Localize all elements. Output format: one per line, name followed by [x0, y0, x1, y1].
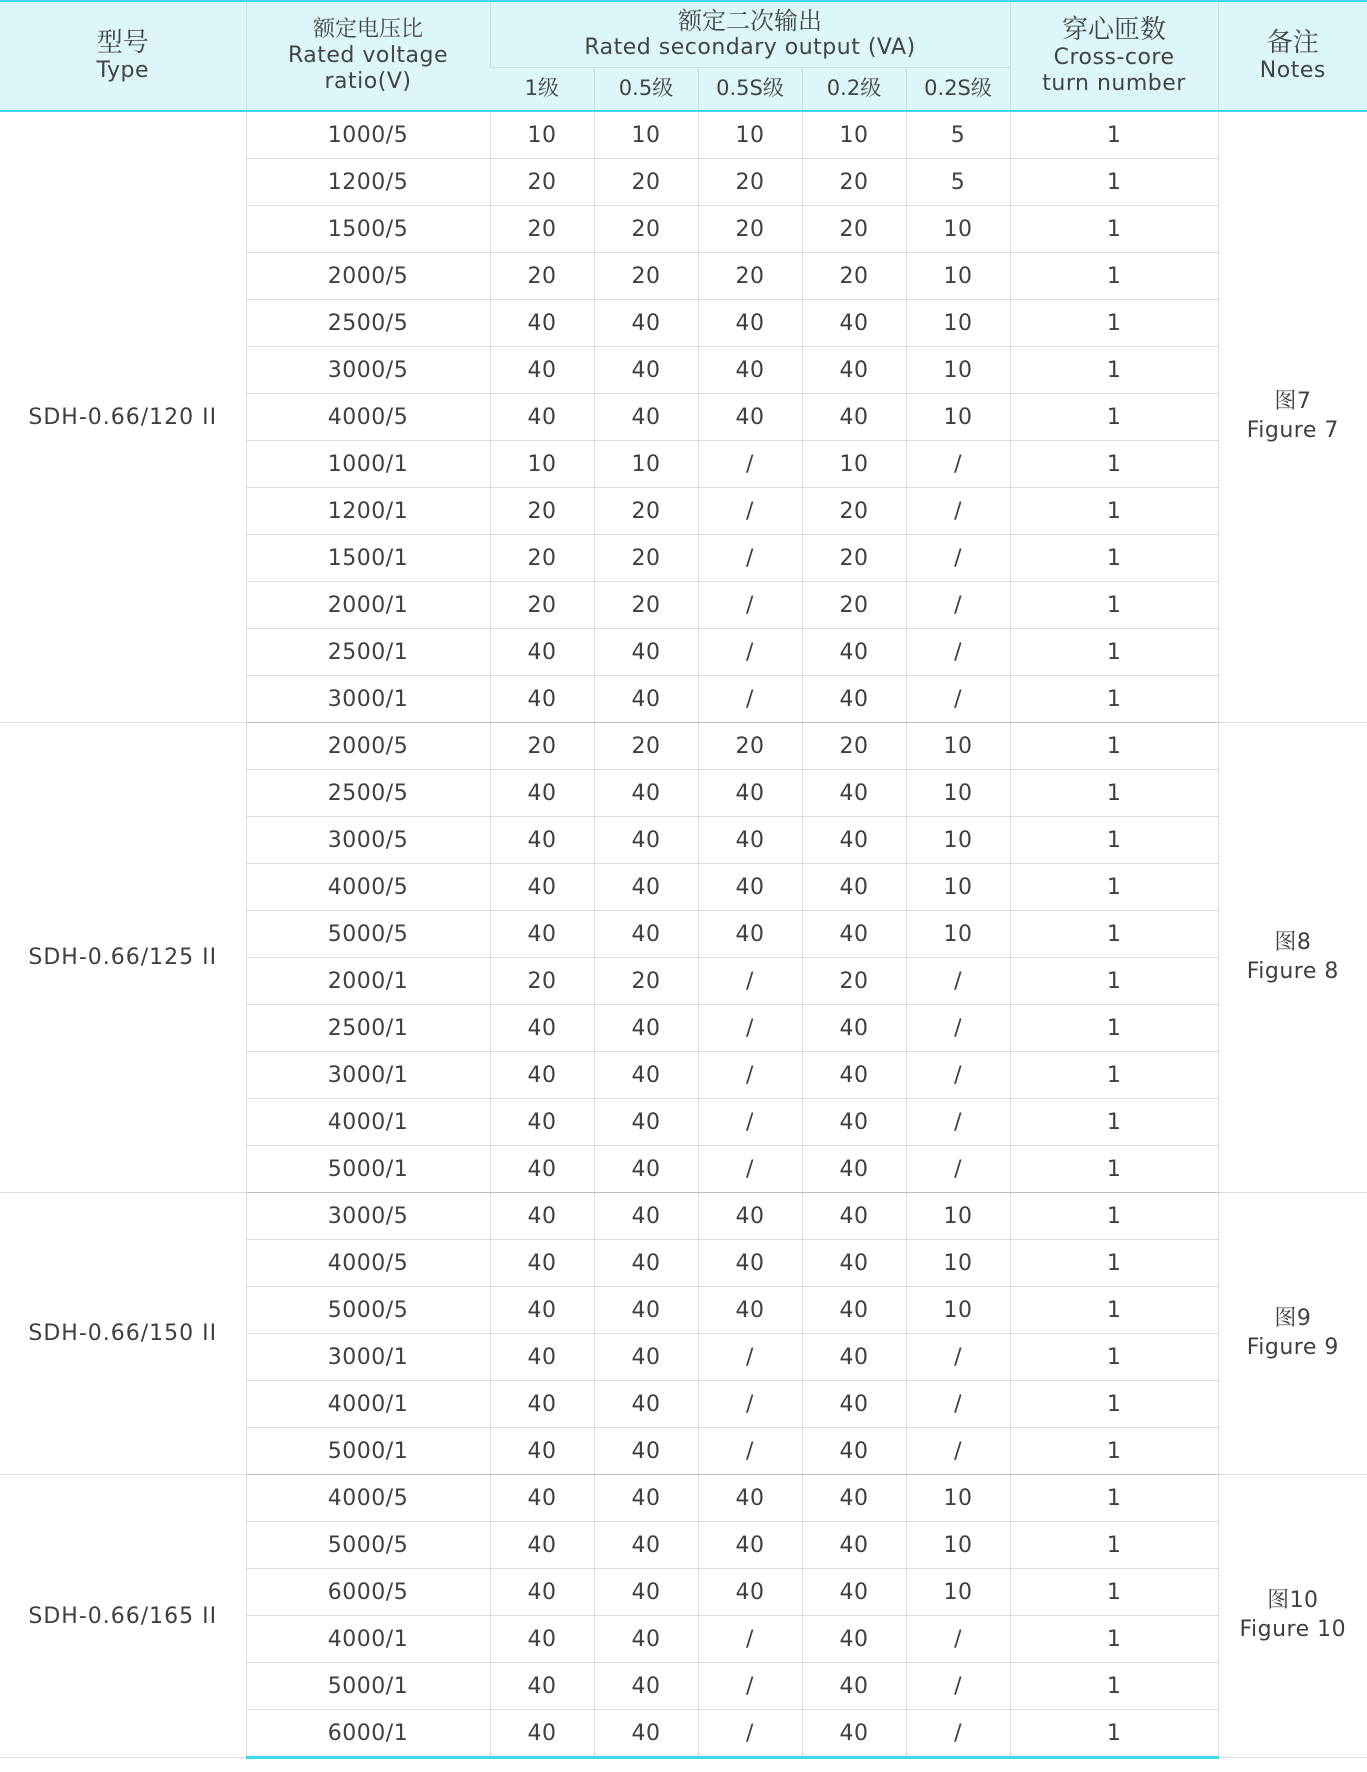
cell-ratio: 3000/5: [246, 347, 490, 394]
cell-class-0-5s: 40: [698, 817, 802, 864]
table-row: [0, 1475, 1367, 1522]
header-turns-en-1: Cross-core: [1053, 45, 1175, 71]
cell-class-0-5s: 40: [698, 911, 802, 958]
cell-class-0-5: 20: [594, 253, 698, 300]
cell-class-0-2s: /: [906, 1663, 1010, 1710]
cell-class-0-2s: /: [906, 1381, 1010, 1428]
cell-turns: 1: [1010, 1663, 1218, 1710]
cell-class-0-2: 40: [802, 817, 906, 864]
cell-ratio: 1000/1: [246, 441, 490, 488]
model-cell: SDH-0.66/165 II: [0, 1475, 246, 1758]
cell-class-0-5s: 40: [698, 864, 802, 911]
cell-class-0-2s: /: [906, 535, 1010, 582]
cell-class-0-2s: /: [906, 1334, 1010, 1381]
cell-class-0-2: 40: [802, 1240, 906, 1287]
cell-turns: 1: [1010, 582, 1218, 629]
cell-class-0-5: 40: [594, 1287, 698, 1334]
cell-class-0-5: 20: [594, 535, 698, 582]
cell-ratio: 5000/1: [246, 1428, 490, 1475]
cell-class-0-5s: 20: [698, 206, 802, 253]
cell-class-0-2s: 5: [906, 159, 1010, 206]
cell-class-0-2: 40: [802, 1428, 906, 1475]
cell-class-0-2s: 10: [906, 1569, 1010, 1616]
cell-class-0-2: 10: [802, 111, 906, 159]
cell-class-0-5s: /: [698, 1616, 802, 1663]
cell-class-0-5: 40: [594, 1569, 698, 1616]
header-turns-cn: 穿心匝数: [1062, 14, 1167, 45]
cell-class-1: 40: [490, 1334, 594, 1381]
cell-class-0-5: 40: [594, 1193, 698, 1240]
cell-class-0-5: 40: [594, 1663, 698, 1710]
cell-turns: 1: [1010, 1005, 1218, 1052]
header-type: [0, 1, 246, 111]
cell-class-0-5s: /: [698, 1052, 802, 1099]
cell-class-0-2s: /: [906, 1616, 1010, 1663]
cell-class-0-2s: /: [906, 1099, 1010, 1146]
cell-ratio: 5000/1: [246, 1146, 490, 1193]
cell-class-1: 40: [490, 1428, 594, 1475]
header-output-en: Rated secondary output (VA): [584, 35, 916, 61]
cell-turns: 1: [1010, 629, 1218, 676]
cell-class-0-2: 20: [802, 582, 906, 629]
cell-turns: 1: [1010, 1616, 1218, 1663]
cell-class-0-5s: 40: [698, 1475, 802, 1522]
cell-class-0-5: 40: [594, 347, 698, 394]
cell-class-0-5s: /: [698, 582, 802, 629]
cell-class-0-5s: 40: [698, 1569, 802, 1616]
cell-class-0-5: 40: [594, 394, 698, 441]
model-cell: SDH-0.66/120 II: [0, 111, 246, 723]
cell-class-0-2: 40: [802, 1193, 906, 1240]
cell-class-0-5: 20: [594, 958, 698, 1005]
header-ratio: [246, 1, 490, 111]
cell-class-1: 40: [490, 1240, 594, 1287]
cell-class-0-5: 40: [594, 1334, 698, 1381]
cell-turns: 1: [1010, 347, 1218, 394]
cell-turns: 1: [1010, 1381, 1218, 1428]
cell-turns: 1: [1010, 958, 1218, 1005]
cell-class-0-5s: 40: [698, 1240, 802, 1287]
cell-class-1: 40: [490, 347, 594, 394]
cell-turns: 1: [1010, 817, 1218, 864]
cell-class-0-5s: /: [698, 1334, 802, 1381]
cell-class-0-5s: 40: [698, 394, 802, 441]
cell-class-1: 20: [490, 535, 594, 582]
cell-class-0-5: 40: [594, 1240, 698, 1287]
table-row: [0, 111, 1367, 159]
cell-ratio: 2500/1: [246, 629, 490, 676]
cell-class-1: 20: [490, 253, 594, 300]
cell-ratio: 2000/5: [246, 723, 490, 770]
cell-class-1: 40: [490, 1616, 594, 1663]
cell-ratio: 4000/1: [246, 1099, 490, 1146]
cell-class-0-5s: /: [698, 1381, 802, 1428]
table-row: [0, 1193, 1367, 1240]
note-figure-cn: 图7: [1274, 389, 1312, 415]
cell-class-0-5: 40: [594, 1428, 698, 1475]
table-header: [0, 1, 1367, 111]
cell-class-0-5: 40: [594, 1616, 698, 1663]
header-ratio-cn: 额定电压比: [312, 17, 423, 43]
cell-class-0-2s: /: [906, 1710, 1010, 1758]
cell-class-0-2: 40: [802, 911, 906, 958]
notes-cell: [1218, 111, 1367, 723]
header-notes: [1218, 1, 1367, 111]
cell-turns: 1: [1010, 441, 1218, 488]
cell-ratio: 1000/5: [246, 111, 490, 159]
cell-class-1: 40: [490, 1522, 594, 1569]
cell-turns: 1: [1010, 1146, 1218, 1193]
cell-turns: 1: [1010, 1193, 1218, 1240]
cell-class-0-2s: /: [906, 629, 1010, 676]
cell-class-1: 20: [490, 723, 594, 770]
cell-class-1: 40: [490, 1146, 594, 1193]
header-turns-en-2: turn number: [1042, 71, 1186, 97]
cell-class-1: 20: [490, 958, 594, 1005]
cell-ratio: 3000/1: [246, 1052, 490, 1099]
cell-class-0-5: 40: [594, 1005, 698, 1052]
cell-class-0-5: 20: [594, 488, 698, 535]
cell-turns: 1: [1010, 1287, 1218, 1334]
cell-class-0-5s: /: [698, 535, 802, 582]
cell-turns: 1: [1010, 864, 1218, 911]
cell-class-1: 20: [490, 488, 594, 535]
cell-class-0-2: 40: [802, 1287, 906, 1334]
cell-class-0-2: 40: [802, 1663, 906, 1710]
cell-class-0-5s: /: [698, 441, 802, 488]
cell-class-0-2: 40: [802, 1334, 906, 1381]
cell-turns: 1: [1010, 159, 1218, 206]
cell-class-0-5: 40: [594, 911, 698, 958]
header-class-0-2s: 0.2S级: [906, 67, 1010, 111]
cell-class-0-5s: 40: [698, 1522, 802, 1569]
note-figure-cn: 图9: [1274, 1305, 1312, 1331]
cell-class-0-2s: 10: [906, 347, 1010, 394]
header-notes-cn: 备注: [1266, 27, 1319, 58]
cell-ratio: 2000/5: [246, 253, 490, 300]
cell-class-0-5: 40: [594, 1052, 698, 1099]
cell-class-0-2: 40: [802, 1475, 906, 1522]
cell-class-0-2: 40: [802, 347, 906, 394]
cell-turns: 1: [1010, 488, 1218, 535]
note-figure-en: Figure 10: [1239, 1617, 1347, 1642]
cell-class-0-2: 40: [802, 770, 906, 817]
cell-class-0-2: 40: [802, 1005, 906, 1052]
cell-ratio: 6000/1: [246, 1710, 490, 1758]
cell-class-0-5s: 40: [698, 1193, 802, 1240]
cell-class-0-5: 20: [594, 206, 698, 253]
cell-ratio: 3000/5: [246, 1193, 490, 1240]
cell-ratio: 4000/5: [246, 394, 490, 441]
header-output-cn: 额定二次输出: [678, 7, 823, 36]
cell-class-1: 40: [490, 1710, 594, 1758]
cell-class-1: 10: [490, 441, 594, 488]
cell-class-0-5s: 20: [698, 159, 802, 206]
cell-class-0-5s: /: [698, 676, 802, 723]
cell-turns: 1: [1010, 1428, 1218, 1475]
cell-class-0-5: 40: [594, 1522, 698, 1569]
cell-class-1: 40: [490, 770, 594, 817]
cell-class-0-2: 40: [802, 1381, 906, 1428]
cell-class-0-2: 20: [802, 253, 906, 300]
cell-ratio: 4000/1: [246, 1616, 490, 1663]
cell-class-0-5: 20: [594, 159, 698, 206]
cell-class-0-5: 40: [594, 1381, 698, 1428]
cell-class-1: 10: [490, 111, 594, 159]
cell-class-0-5s: 10: [698, 111, 802, 159]
cell-class-0-2: 20: [802, 723, 906, 770]
cell-class-0-2s: 10: [906, 1475, 1010, 1522]
cell-turns: 1: [1010, 1334, 1218, 1381]
cell-class-0-5s: /: [698, 629, 802, 676]
cell-class-0-5: 40: [594, 864, 698, 911]
cell-class-0-2s: 10: [906, 394, 1010, 441]
cell-class-1: 40: [490, 1381, 594, 1428]
cell-ratio: 4000/5: [246, 1240, 490, 1287]
cell-ratio: 2500/1: [246, 1005, 490, 1052]
cell-ratio: 2000/1: [246, 582, 490, 629]
note-figure-en: Figure 9: [1246, 1334, 1339, 1360]
cell-ratio: 6000/5: [246, 1569, 490, 1616]
cell-class-0-5: 40: [594, 817, 698, 864]
cell-class-1: 40: [490, 1099, 594, 1146]
cell-class-0-5: 40: [594, 1475, 698, 1522]
cell-turns: 1: [1010, 770, 1218, 817]
cell-class-0-2s: /: [906, 1428, 1010, 1475]
cell-class-0-2: 40: [802, 1146, 906, 1193]
cell-class-0-5: 40: [594, 629, 698, 676]
cell-class-1: 40: [490, 911, 594, 958]
cell-class-0-2: 20: [802, 958, 906, 1005]
cell-class-0-2s: /: [906, 441, 1010, 488]
notes-cell: [1218, 1475, 1367, 1758]
cell-class-0-5: 10: [594, 111, 698, 159]
cell-class-0-5: 40: [594, 770, 698, 817]
cell-class-0-5: 40: [594, 300, 698, 347]
cell-class-0-2s: 10: [906, 300, 1010, 347]
cell-ratio: 5000/5: [246, 1522, 490, 1569]
cell-class-0-2: 40: [802, 1052, 906, 1099]
cell-class-0-5: 20: [594, 582, 698, 629]
cell-turns: 1: [1010, 1052, 1218, 1099]
cell-class-0-5: 40: [594, 1710, 698, 1758]
cell-class-0-2: 40: [802, 1710, 906, 1758]
cell-ratio: 3000/1: [246, 676, 490, 723]
cell-class-0-5: 40: [594, 1146, 698, 1193]
table-row: [0, 723, 1367, 770]
header-notes-en: Notes: [1259, 58, 1326, 84]
cell-class-0-2s: 10: [906, 1287, 1010, 1334]
cell-class-0-5s: /: [698, 958, 802, 1005]
cell-ratio: 1200/5: [246, 159, 490, 206]
cell-class-0-5s: 20: [698, 253, 802, 300]
cell-class-0-2: 20: [802, 488, 906, 535]
cell-class-0-2s: 10: [906, 723, 1010, 770]
cell-ratio: 2000/1: [246, 958, 490, 1005]
notes-cell: [1218, 1193, 1367, 1475]
cell-class-0-5: 40: [594, 676, 698, 723]
header-ratio-en-2: ratio(V): [324, 68, 412, 94]
cell-ratio: 4000/5: [246, 864, 490, 911]
cell-ratio: 1500/5: [246, 206, 490, 253]
cell-class-0-2s: /: [906, 958, 1010, 1005]
cell-class-1: 40: [490, 1569, 594, 1616]
cell-turns: 1: [1010, 1475, 1218, 1522]
table-body: [0, 111, 1367, 1758]
cell-turns: 1: [1010, 300, 1218, 347]
cell-turns: 1: [1010, 1099, 1218, 1146]
cell-turns: 1: [1010, 111, 1218, 159]
cell-ratio: 5000/5: [246, 1287, 490, 1334]
cell-class-1: 20: [490, 206, 594, 253]
cell-class-1: 40: [490, 817, 594, 864]
cell-ratio: 5000/1: [246, 1663, 490, 1710]
cell-turns: 1: [1010, 394, 1218, 441]
cell-class-1: 40: [490, 1475, 594, 1522]
cell-turns: 1: [1010, 723, 1218, 770]
header-class-0-5: 0.5级: [594, 67, 698, 111]
header-output: [490, 1, 1010, 67]
cell-class-0-5s: /: [698, 1005, 802, 1052]
cell-class-0-5: 40: [594, 1099, 698, 1146]
cell-class-0-5: 20: [594, 723, 698, 770]
cell-turns: 1: [1010, 676, 1218, 723]
cell-class-1: 40: [490, 394, 594, 441]
cell-class-0-2: 20: [802, 535, 906, 582]
cell-class-0-2s: /: [906, 1146, 1010, 1193]
header-turns: [1010, 1, 1218, 111]
cell-class-0-2s: 10: [906, 1193, 1010, 1240]
cell-turns: 1: [1010, 911, 1218, 958]
cell-class-0-5s: /: [698, 1663, 802, 1710]
cell-ratio: 3000/1: [246, 1334, 490, 1381]
cell-class-0-2s: 10: [906, 1240, 1010, 1287]
cell-ratio: 4000/5: [246, 1475, 490, 1522]
model-cell: SDH-0.66/125 II: [0, 723, 246, 1193]
cell-class-0-2s: 10: [906, 253, 1010, 300]
cell-turns: 1: [1010, 1569, 1218, 1616]
cell-class-0-2: 40: [802, 1569, 906, 1616]
cell-class-1: 20: [490, 159, 594, 206]
cell-turns: 1: [1010, 253, 1218, 300]
cell-class-0-2s: 10: [906, 770, 1010, 817]
cell-class-0-2: 40: [802, 1099, 906, 1146]
cell-class-1: 40: [490, 864, 594, 911]
cell-class-0-2s: 10: [906, 206, 1010, 253]
model-cell: SDH-0.66/150 II: [0, 1193, 246, 1475]
cell-class-0-5s: /: [698, 488, 802, 535]
cell-class-1: 40: [490, 676, 594, 723]
notes-cell: [1218, 723, 1367, 1193]
note-figure-cn: 图10: [1267, 1588, 1319, 1614]
cell-class-1: 40: [490, 1287, 594, 1334]
cell-class-0-5s: 40: [698, 347, 802, 394]
note-figure-en: Figure 8: [1246, 958, 1339, 984]
cell-class-0-2s: /: [906, 582, 1010, 629]
cell-class-1: 40: [490, 300, 594, 347]
cell-ratio: 2500/5: [246, 770, 490, 817]
cell-ratio: 3000/5: [246, 817, 490, 864]
cell-class-0-2s: /: [906, 1005, 1010, 1052]
cell-ratio: 1200/1: [246, 488, 490, 535]
cell-class-0-5s: 40: [698, 770, 802, 817]
cell-class-1: 40: [490, 1193, 594, 1240]
cell-class-0-2s: /: [906, 488, 1010, 535]
cell-class-0-2: 20: [802, 159, 906, 206]
cell-ratio: 4000/1: [246, 1381, 490, 1428]
cell-class-0-2s: /: [906, 1052, 1010, 1099]
cell-class-0-2s: 10: [906, 864, 1010, 911]
cell-class-0-2: 40: [802, 864, 906, 911]
cell-class-0-2: 40: [802, 676, 906, 723]
cell-turns: 1: [1010, 206, 1218, 253]
cell-class-0-2s: 5: [906, 111, 1010, 159]
cell-class-0-5: 10: [594, 441, 698, 488]
header-class-0-2: 0.2级: [802, 67, 906, 111]
header-type-cn: 型号: [96, 27, 149, 58]
cell-class-1: 40: [490, 1663, 594, 1710]
cell-class-0-2s: 10: [906, 911, 1010, 958]
cell-class-1: 20: [490, 582, 594, 629]
header-ratio-en-1: Rated voltage: [287, 43, 449, 69]
header-type-en: Type: [96, 58, 150, 84]
cell-class-0-5s: /: [698, 1099, 802, 1146]
cell-class-0-2: 10: [802, 441, 906, 488]
cell-class-1: 40: [490, 629, 594, 676]
cell-class-0-2: 40: [802, 394, 906, 441]
cell-class-0-5s: /: [698, 1428, 802, 1475]
cell-turns: 1: [1010, 1240, 1218, 1287]
cell-class-0-5s: /: [698, 1146, 802, 1193]
cell-turns: 1: [1010, 1522, 1218, 1569]
note-figure-en: Figure 7: [1246, 418, 1339, 443]
cell-class-0-2: 40: [802, 629, 906, 676]
cell-class-1: 40: [490, 1052, 594, 1099]
cell-turns: 1: [1010, 1710, 1218, 1758]
cell-class-0-2: 20: [802, 206, 906, 253]
cell-class-1: 40: [490, 1005, 594, 1052]
cell-class-0-5s: 40: [698, 1287, 802, 1334]
header-class-1: 1级: [490, 67, 594, 111]
cell-ratio: 5000/5: [246, 911, 490, 958]
cell-class-0-5s: 40: [698, 300, 802, 347]
cell-class-0-2: 40: [802, 1616, 906, 1663]
cell-turns: 1: [1010, 535, 1218, 582]
cell-class-0-2s: 10: [906, 817, 1010, 864]
cell-class-0-2s: 10: [906, 1522, 1010, 1569]
cell-class-0-2: 40: [802, 300, 906, 347]
note-figure-cn: 图8: [1274, 929, 1312, 955]
cell-ratio: 1500/1: [246, 535, 490, 582]
cell-ratio: 2500/5: [246, 300, 490, 347]
header-class-0-5s: 0.5S级: [698, 67, 802, 111]
cell-class-0-2: 40: [802, 1522, 906, 1569]
cell-class-0-5s: /: [698, 1710, 802, 1758]
cell-class-0-5s: 20: [698, 723, 802, 770]
cell-class-0-2s: /: [906, 676, 1010, 723]
